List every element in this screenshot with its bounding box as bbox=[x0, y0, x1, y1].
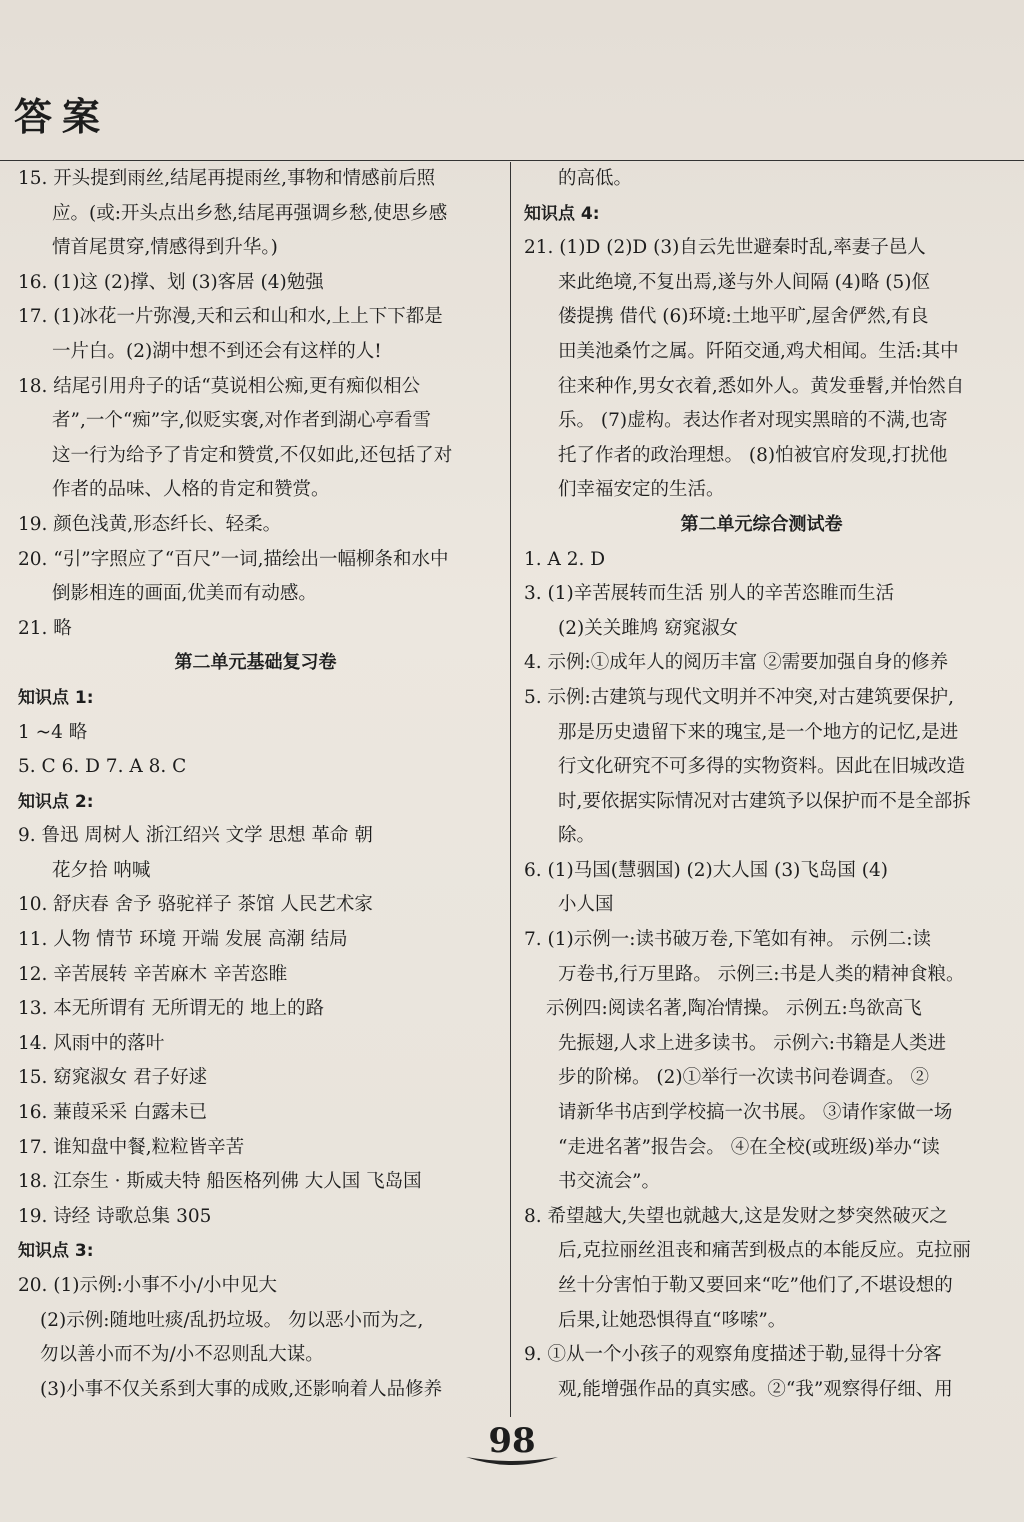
answer-line: 万卷书,行万里路。 示例三:书是人类的精神食粮。 bbox=[558, 963, 965, 985]
answer-line: 一片白。(2)湖中想不到还会有这样的人! bbox=[52, 340, 382, 362]
answer-line: 倒影相连的画面,优美而有动感。 bbox=[52, 583, 317, 605]
answer-line: 7. (1)示例一:读书破万卷,下笔如有神。 示例二:读 bbox=[524, 929, 931, 951]
page-number: 98 bbox=[488, 1421, 536, 1461]
knowledge-point-heading: 知识点 2: bbox=[18, 791, 94, 812]
answer-line: 16. 蒹葭采采 白露未已 bbox=[18, 1102, 208, 1124]
answer-line: 19. 颜色浅黄,形态纤长、轻柔。 bbox=[18, 513, 282, 535]
answer-line: 15. 窈窕淑女 君子好逑 bbox=[18, 1067, 208, 1089]
answer-line: 6. (1)马国(慧骃国) (2)大人国 (3)飞岛国 (4) bbox=[524, 859, 888, 881]
answer-line: 请新华书店到学校搞一次书展。 ③请作家做一场 bbox=[558, 1102, 953, 1124]
answer-line: 9. 鲁迅 周树人 浙江绍兴 文学 思想 革命 朝 bbox=[18, 825, 373, 847]
knowledge-point-heading: 知识点 1: bbox=[18, 687, 94, 708]
answer-line: 时,要依据实际情况对古建筑予以保护而不是全部拆 bbox=[558, 790, 971, 812]
answer-line: 来此绝境,不复出焉,遂与外人间隔 (4)略 (5)伛 bbox=[558, 271, 930, 293]
answer-line: “走进名著”报告会。 ④在全校(或班级)举办“读 bbox=[558, 1136, 940, 1158]
answer-line: 5. C 6. D 7. A 8. C bbox=[18, 756, 187, 778]
answer-line: 先振翅,人求上进多读书。 示例六:书籍是人类进 bbox=[558, 1032, 946, 1054]
answer-line: 们幸福安定的生活。 bbox=[558, 479, 725, 501]
answer-line: 1. A 2. D bbox=[524, 548, 606, 570]
answer-line: 观,能增强作品的真实感。②“我”观察得仔细、用 bbox=[558, 1378, 953, 1400]
answer-line: 20. “引”字照应了“百尺”一词,描绘出一幅柳条和水中 bbox=[18, 548, 449, 570]
answer-line: 16. (1)这 (2)撑、划 (3)客居 (4)勉强 bbox=[18, 271, 324, 293]
page-title: 答案 bbox=[14, 95, 111, 139]
answer-line: 后果,让她恐惧得直“哆嗦”。 bbox=[558, 1309, 787, 1331]
answer-line: 行文化研究不可多得的实物资料。因此在旧城改造 bbox=[558, 756, 966, 778]
answer-line: 示例四:阅读名著,陶冶情操。 示例五:鸟欲高飞 bbox=[546, 998, 922, 1020]
answer-line: 18. 结尾引用舟子的话“莫说相公痴,更有痴似相公 bbox=[18, 375, 421, 397]
answer-line: 11. 人物 情节 环境 开端 发展 高潮 结局 bbox=[18, 929, 348, 951]
answer-line: 13. 本无所谓有 无所谓无的 地上的路 bbox=[18, 998, 325, 1020]
answer-line: 8. 希望越大,失望也就越大,这是发财之梦突然破灭之 bbox=[524, 1205, 948, 1227]
answer-line: 17. 谁知盘中餐,粒粒皆辛苦 bbox=[18, 1136, 245, 1158]
answer-line: 9. ①从一个小孩子的观察角度描述于勒,显得十分客 bbox=[524, 1344, 942, 1366]
answer-line: 1 ~4 略 bbox=[18, 721, 88, 743]
section-title: 第二单元综合测试卷 bbox=[680, 513, 843, 535]
left-column bbox=[18, 162, 493, 1407]
answer-line: 书交流会”。 bbox=[558, 1171, 660, 1193]
answer-line: 这一行为给予了肯定和赞赏,不仅如此,还包括了对 bbox=[52, 444, 453, 466]
answer-line: 20. (1)示例:小事不小/小中见大 bbox=[18, 1275, 277, 1296]
page-number-swoosh-icon bbox=[462, 1451, 562, 1473]
answer-line: 那是历史遗留下来的瑰宝,是一个地方的记忆,是进 bbox=[558, 721, 959, 743]
answer-line: 12. 辛苦展转 辛苦麻木 辛苦恣睢 bbox=[18, 963, 288, 985]
answer-line: 3. (1)辛苦展转而生活 别人的辛苦恣睢而生活 bbox=[524, 583, 895, 605]
answer-line: 勿以善小而不为/小不忍则乱大谋。 bbox=[40, 1344, 324, 1366]
column-divider bbox=[510, 162, 511, 1417]
right-column bbox=[524, 162, 999, 1407]
answer-line: 花夕拾 呐喊 bbox=[52, 859, 151, 881]
answer-line: (2)关关雎鸠 窈窕淑女 bbox=[558, 617, 739, 639]
answer-line: 情首尾贯穿,情感得到升华。) bbox=[52, 237, 278, 259]
answer-line: 17. (1)冰花一片弥漫,天和云和山和水,上上下下都是 bbox=[18, 306, 443, 328]
answer-line: 21. (1)D (2)D (3)自云先世避秦时乱,率妻子邑人 bbox=[524, 237, 926, 259]
answer-line: 14. 风雨中的落叶 bbox=[18, 1032, 165, 1054]
knowledge-point-heading: 知识点 4: bbox=[524, 203, 600, 224]
answer-line: 作者的品味、人格的肯定和赞赏。 bbox=[52, 479, 330, 501]
answer-line: 应。(或:开头点出乡愁,结尾再强调乡愁,使思乡感 bbox=[52, 202, 448, 224]
knowledge-point-heading: 知识点 3: bbox=[18, 1241, 94, 1262]
answer-line: 丝十分害怕于勒又要回来“吃”他们了,不堪设想的 bbox=[558, 1275, 953, 1296]
answer-line: (2)示例:随地吐痰/乱扔垃圾。 勿以恶小而为之, bbox=[40, 1309, 424, 1331]
page-number-badge bbox=[462, 1421, 562, 1471]
answer-line: 5. 示例:古建筑与现代文明并不冲突,对古建筑要保护, bbox=[524, 686, 955, 708]
answer-line: 10. 舒庆春 舍予 骆驼祥子 茶馆 人民艺术家 bbox=[18, 894, 373, 916]
answer-line: 15. 开头提到雨丝,结尾再提雨丝,事物和情感前后照 bbox=[18, 168, 436, 189]
answer-line: 者”,一个“痴”字,似贬实褒,对作者到湖心亭看雪 bbox=[52, 410, 432, 432]
answer-line: 偻提携 借代 (6)环境:土地平旷,屋舍俨然,有良 bbox=[558, 306, 929, 328]
answer-line: 小人国 bbox=[558, 894, 614, 916]
section-title: 第二单元基础复习卷 bbox=[174, 652, 337, 674]
answer-line: 19. 诗经 诗歌总集 305 bbox=[18, 1205, 212, 1227]
header-divider bbox=[0, 160, 1024, 161]
answer-line: 田美池桑竹之属。阡陌交通,鸡犬相闻。生活:其中 bbox=[558, 340, 959, 362]
answer-line: 步的阶梯。 (2)①举行一次读书问卷调查。 ② bbox=[558, 1067, 929, 1089]
answer-line: (3)小事不仅关系到大事的成败,还影响着人品修养 bbox=[40, 1378, 443, 1400]
answer-line: 4. 示例:①成年人的阅历丰富 ②需要加强自身的修养 bbox=[524, 652, 949, 674]
answer-line: 托了作者的政治理想。 (8)怕被官府发现,打扰他 bbox=[558, 444, 948, 466]
answer-line: 的高低。 bbox=[558, 168, 633, 189]
answer-line: 18. 江奈生 · 斯威夫特 船医格列佛 大人国 飞岛国 bbox=[18, 1171, 422, 1193]
answer-line: 往来种作,男女衣着,悉如外人。黄发垂髫,并怡然自 bbox=[558, 375, 965, 397]
answer-line: 21. 略 bbox=[18, 617, 72, 639]
answer-line: 除。 bbox=[558, 825, 596, 847]
answer-line: 后,克拉丽丝沮丧和痛苦到极点的本能反应。克拉丽 bbox=[558, 1240, 971, 1262]
answer-line: 乐。 (7)虚构。表达作者对现实黑暗的不满,也寄 bbox=[558, 410, 948, 432]
